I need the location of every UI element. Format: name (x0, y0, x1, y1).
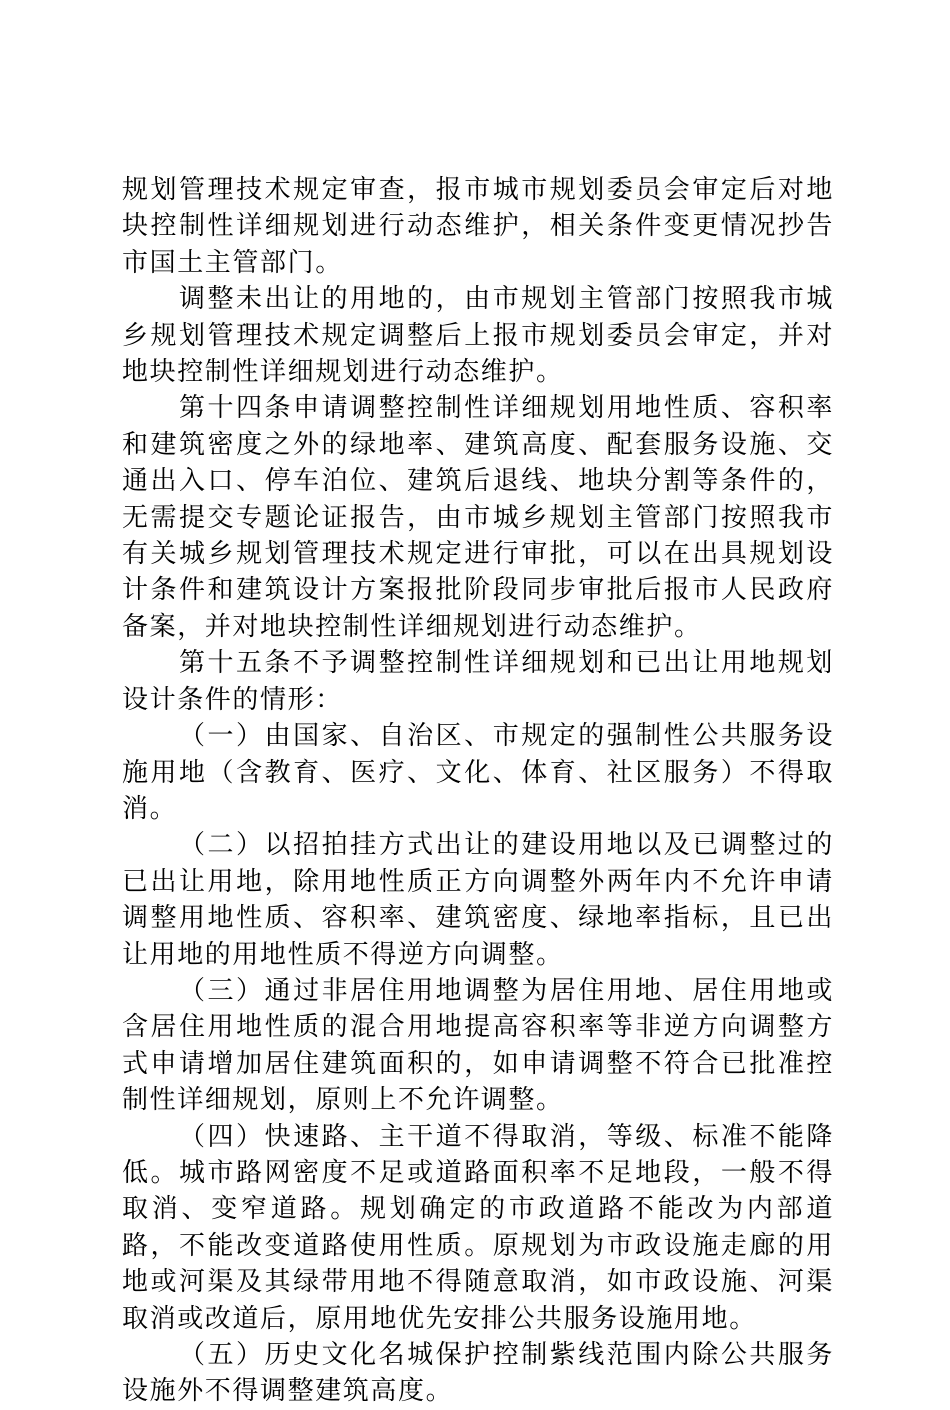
list-item-5: （五）历史文化名城保护控制紫线范围内除公共服务设施外不得调整建筑高度。 (122, 1340, 834, 1407)
paragraph-article-14: 第十四条申请调整控制性详细规划用地性质、容积率和建筑密度之外的绿地率、建筑高度、配套服务设施、交通出入口、停车泊位、建筑后退线、地块分割等条件的，无需提交专题论证报告，由市城乡规划主管部门按照我市有关城乡规划管理技术规定进行审批，可以在出具规划设计条件和建筑设计方案报批阶段同步审批后报市人民政府备案，并对地块控制性详细规划进行动态维护。 (122, 393, 834, 642)
paragraph-continuation: 规划管理技术规定审查，报市城市规划委员会审定后对地块控制性详细规划进行动态维护，相关条件变更情况抄告市国土主管部门。 (122, 175, 834, 278)
list-item-4: （四）快速路、主干道不得取消，等级、标准不能降低。城市路网密度不足或道路面积率不足地段，一般不得取消、变窄道路。规划确定的市政道路不能改为内部道路，不能改变道路使用性质。原规划为市政设施走廊的用地或河渠及其绿带用地不得随意取消，如市政设施、河渠取消或改道后，原用地优先安排公共服务设施用地。 (122, 1121, 834, 1334)
paragraph-unsold-land: 调整未出让的用地的，由市规划主管部门按照我市城乡规划管理技术规定调整后上报市规划委员会审定，并对地块控制性详细规划进行动态维护。 (122, 284, 834, 388)
paragraph-article-15: 第十五条不予调整控制性详细规划和已出让用地规划设计条件的情形： (122, 648, 834, 715)
document-body (122, 172, 834, 1410)
list-item-2: （二）以招拍挂方式出让的建设用地以及已调整过的已出让用地，除用地性质正方向调整外两年内不允许申请调整用地性质、容积率、建筑密度、绿地率指标，且已出让用地的用地性质不得逆方向调整。 (122, 830, 834, 970)
list-item-1: （一）由国家、自治区、市规定的强制性公共服务设施用地（含教育、医疗、文化、体育、社区服务）不得取消。 (122, 721, 834, 824)
list-item-3: （三）通过非居住用地调整为居住用地、居住用地或含居住用地性质的混合用地提高容积率等非逆方向调整方式申请增加居住建筑面积的，如申请调整不符合已批准控制性详细规划，原则上不允许调整。 (122, 975, 834, 1116)
